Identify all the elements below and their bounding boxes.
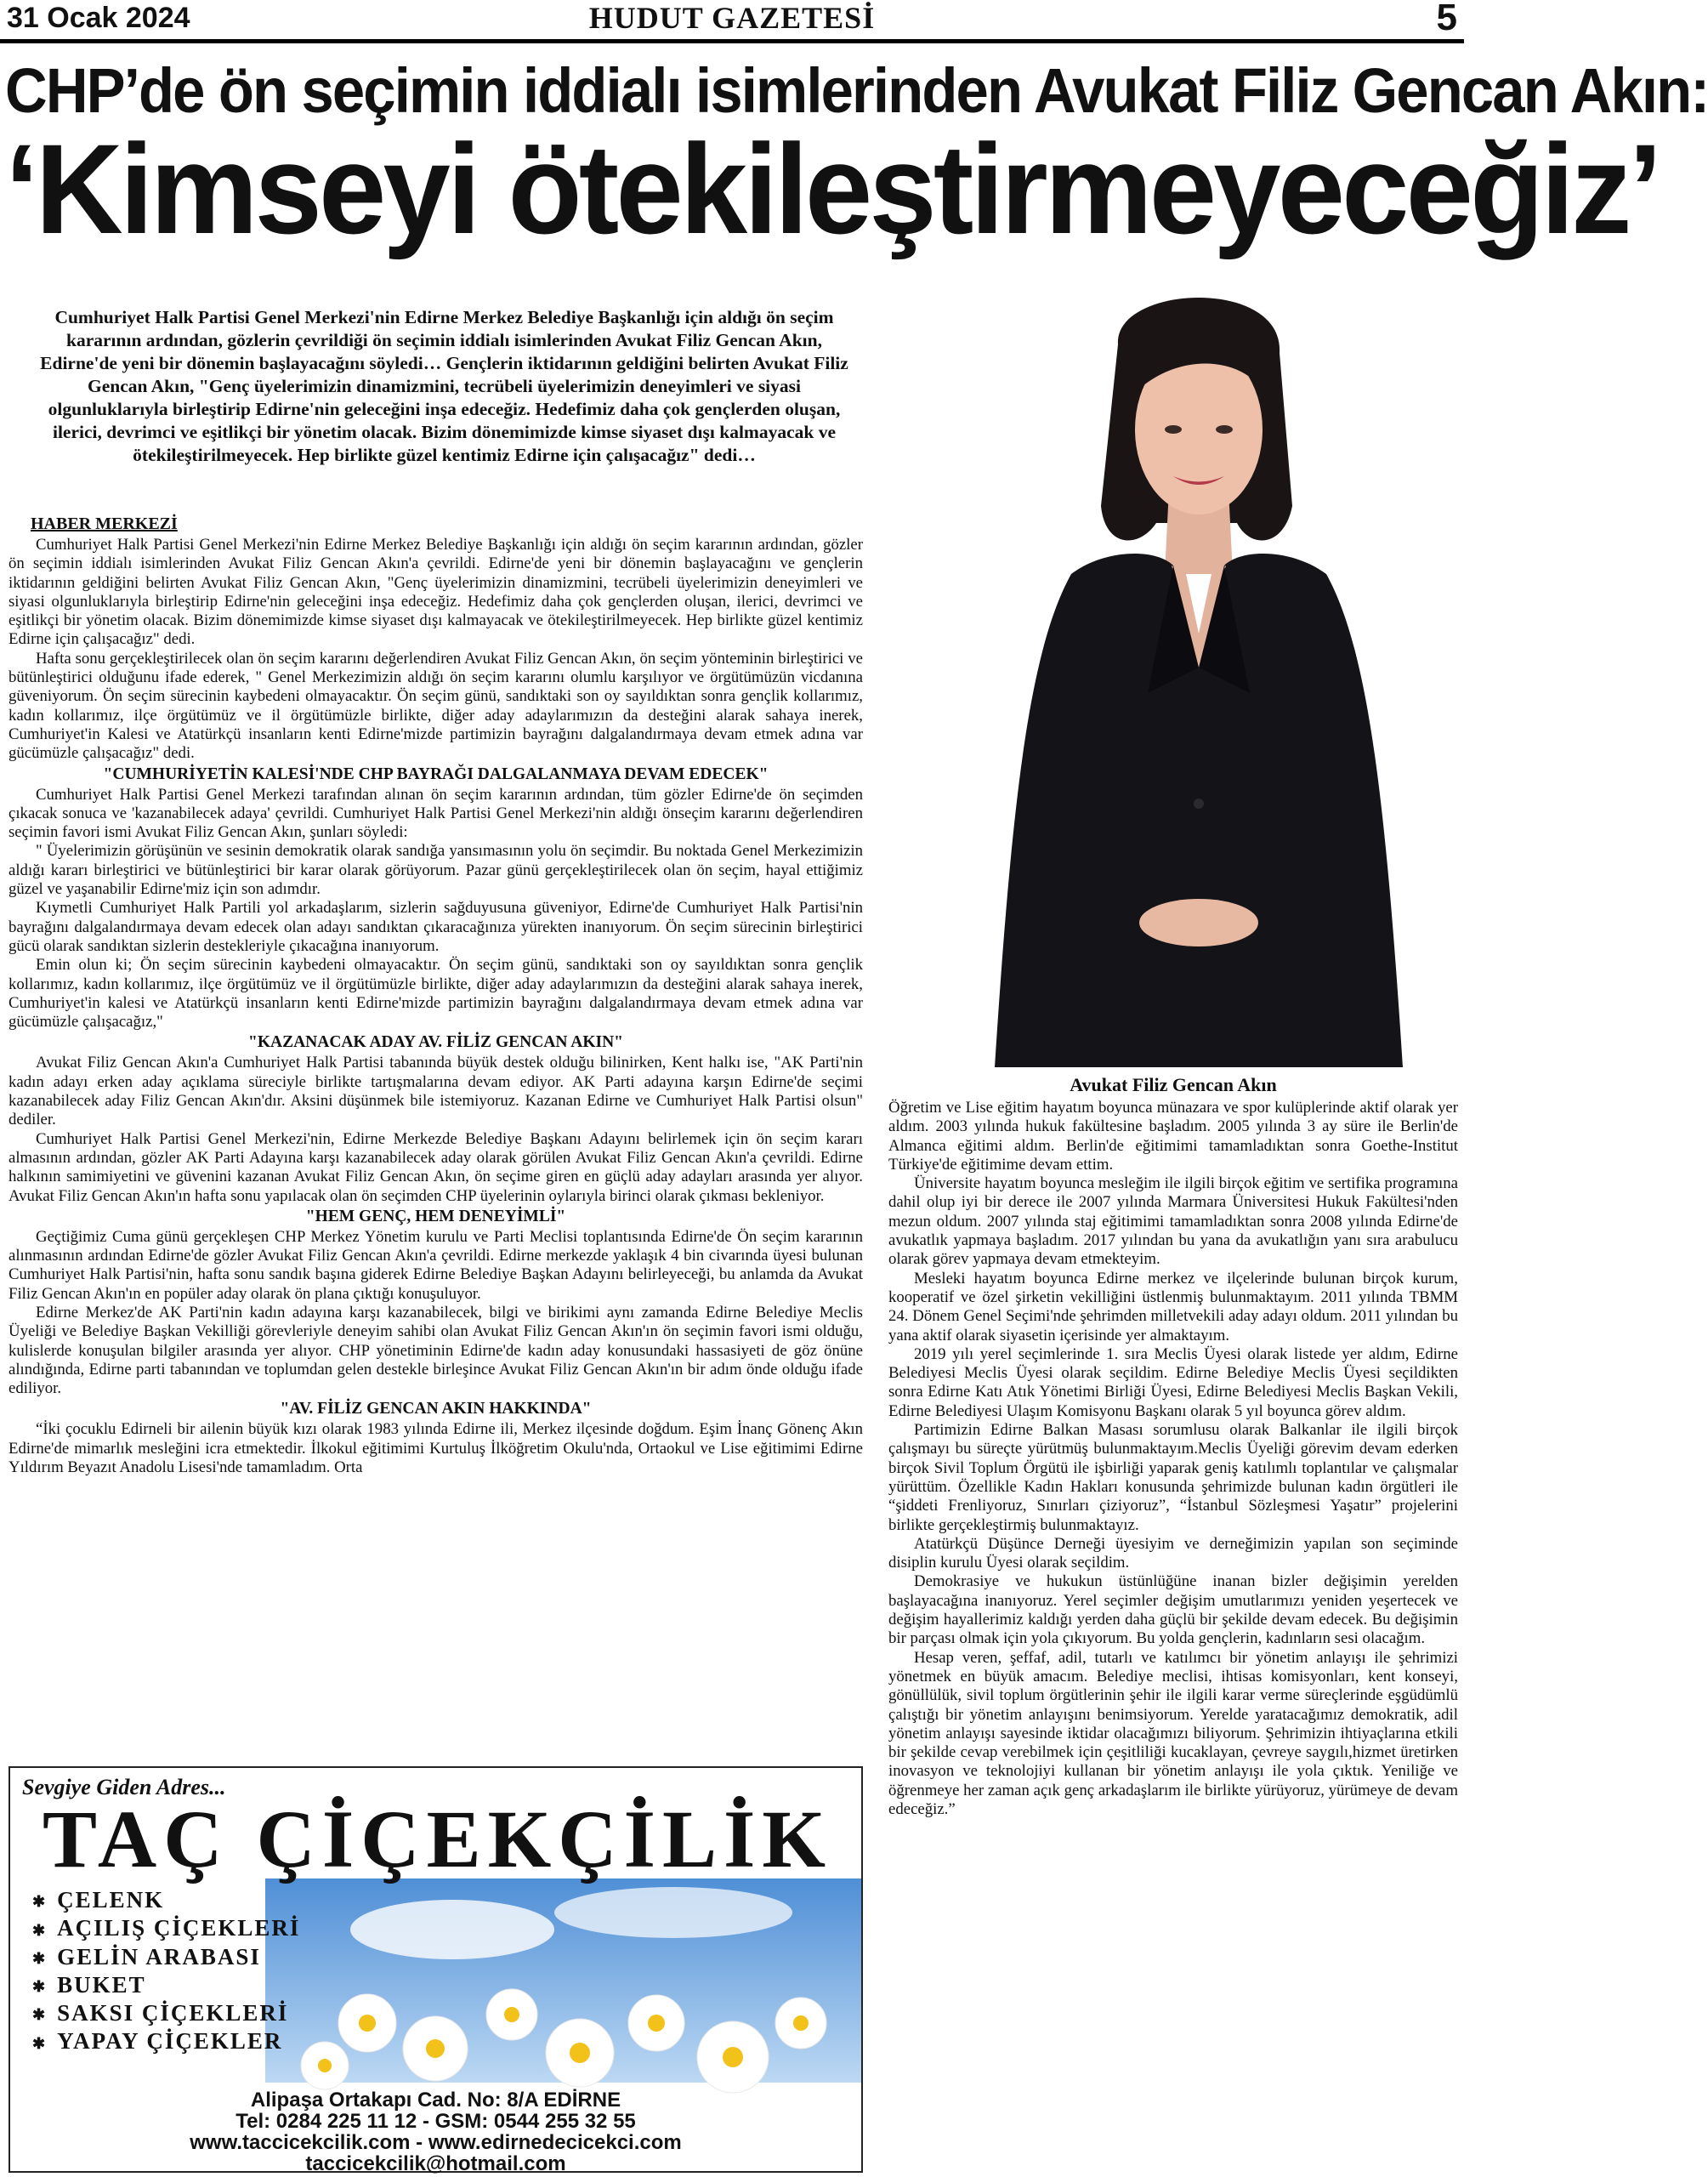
ad-service-item xyxy=(32,1915,300,1943)
florist-advertisement xyxy=(9,1766,863,2173)
body-paragraph: Üniversite hayatım boyunca mesleğim ile ilgili birçok eğitim ve sertifika programına dahil olup iyi bir derece ile 2007 yılında Marmara Üniversitesi Hukuk Fakültesi'nden mezun oldum. 2007 yılında staj eğitimimi tamamladıktan sonra 2008 yılında Edirne'de avukatlık yapmaya başladım. 2017 yılından bu yana da avukatlığın yanı sıra arabulucu olarak görev yapmaya devam etmekteyim. xyxy=(888,1174,1458,1269)
ad-email[interactable]: taccicekcilik@hotmail.com xyxy=(305,2152,566,2175)
ad-phone: Tel: 0284 225 11 12 - GSM: 0544 255 32 55 xyxy=(235,2110,636,2133)
bullet-star-icon: ✱ xyxy=(32,1893,48,1911)
body-paragraph: Hesap veren, şeffaf, adil, tutarlı ve katılımcı bir yönetim anlayışı ile şehrimizi yönetmek en büyük amacım. Belediye meclisi, ihtisas komisyonları, kent konseyi, gönüllülük, sivil toplum örgütlerinin şehir ile ilgili karar verme süreçlerinde eşgüdümlü çalıştığı bir yönetim anlayışını benimsiyorum. Yerelde yaratacağımız demokratik, adil yönetim anlayışı sayesinde iktidar olacağımızı biliyorum. Şehrimizin ihtiyaçlarına etkili bir şekilde cevap verebilmek için çeşitliliği kucaklayan, çevreye saygılı,hizmet üretirken inovasyon ve teknolojiyi kullanan bir yönetim anlayışı ile yola çıktık. Yeniliğe ve öğrenmeye her zaman açık genç arkadaşlarım ile birlikte yürüyoruz, yürümeye de devam edeceğiz.” xyxy=(888,1648,1458,1818)
ad-service-label: AÇILIŞ ÇİÇEKLERİ xyxy=(57,1915,301,1941)
newspaper-name: HUDUT GAZETESİ xyxy=(588,1,876,35)
ad-service-label: GELİN ARABASI xyxy=(57,1943,261,1970)
body-paragraph: Öğretim ve Lise eğitim hayatım boyunca münazara ve spor kulüplerinde aktif olarak yer aldım. 2003 yılında hukuk fakültesine başladım. 2005 yılında 3 ay süre ile Berlin'de Almanca eğitimi aldım. Berlin'de eğitimimi tamamladıktan sonra Goethe-Institut Türkiye'de eğitimime devam ettim. xyxy=(888,1099,1458,1174)
ad-service-item xyxy=(32,1944,300,1972)
portrait-photo xyxy=(944,293,1454,1067)
subheading: "KAZANACAK ADAY AV. FİLİZ GENCAN AKIN" xyxy=(248,1033,623,1052)
issue-date: 31 Ocak 2024 xyxy=(7,2,190,34)
ad-service-label: YAPAY ÇİÇEKLER xyxy=(57,2028,283,2055)
masthead-rule xyxy=(0,39,1464,43)
subheading: "CUMHURİYETİN KALESİ'NDE CHP BAYRAĞI DALGALANMAYA DEVAM EDECEK" xyxy=(103,765,769,783)
ad-tagline: Sevgiye Giden Adres... xyxy=(22,1775,226,1799)
ad-service-label: BUKET xyxy=(57,1971,146,1998)
body-paragraph: Cumhuriyet Halk Partisi Genel Merkezi'nin Edirne Merkez Belediye Başkanlığı için aldığı ön seçim kararının ardından, gözler ön seçimin iddialı isimlerinden Avukat Filiz Gencan Akın'a çevrildi. Edirne'de yeni bir dönemin başlayacağını ve gençlerin iktidarının geldiğini belirten Avukat Filiz Gencan Akın, "Genç üyelerimizin dinamizmini, tecrübeli üyelerimizin deneyimleri ve siyasi olgunluklarıyla birleştirip Edirne'nin geleceğini inşa edeceğiz. Hedefimiz daha çok gençlerden oluşan, ilerici, devrimci ve eşitlikçi bir yönetim olacak. Bizim dönemimizde kimse siyaset dışı kalmayacak ve ötekileştirilmeyecek. Hep birlikte güzel kentimiz Edirne için çalışacağız" dedi. xyxy=(9,536,863,649)
body-paragraph: Mesleki hayatım boyunca Edirne merkez ve ilçelerinde bulunan birçok kurum, kooperatif ve özel şirketin vekilliğini üstlenmiş bulunmaktayım. 2011 yılında TBMM 24. Dönem Genel Seçimi'nde şehrimden milletvekili aday adayı oldum. 2011 yılından bu yana aktif olarak siyasetin içerisinde yer almaktayım. xyxy=(888,1269,1458,1344)
ad-service-item xyxy=(32,1887,300,1915)
ad-address: Alipaşa Ortakapı Cad. No: 8/A EDİRNE xyxy=(250,2089,621,2112)
lead-paragraph: Cumhuriyet Halk Partisi Genel Merkezi'nin Edirne Merkez Belediye Başkanlığı için aldığı ön seçim kararının ardından, gözlerin çevrildiği ön seçimin iddialı isimlerinden Avukat Filiz Gencan Akın, Edirne'de yeni bir dönemin başlayacağını söyledi… Gençlerin iktidarının geldiğini belirten Avukat Filiz Gencan Akın, "Genç üyelerimizin dinamizmini, tecrübeli üyelerimizin deneyimleri ve siyasi olgunluklarıyla birleştirip Edirne'nin geleceğini inşa edeceğiz. Hedefimiz daha çok gençlerden oluşan, ilerici, devrimci ve eşitlikçi bir yönetim olacak. Bizim dönemimizde kimse siyaset dışı kalmayacak ve ötekileştirilmeyecek. Hep birlikte güzel kentimiz Edirne için çalışacağız" dedi… xyxy=(40,307,848,465)
body-paragraph: Avukat Filiz Gencan Akın'a Cumhuriyet Halk Partisi tabanında büyük destek olduğu bilinirken, Kent halkı ise, "AK Parti'nin kadın adayı erken aday açıklama süreciyle birlikte tartışmalarına devam ediyor. AK Parti adayına karşın Edirne'de seçimi kazanabilecek aday Filiz Gencan Akın'dır. Aksini düşünmek bile istemiyoruz. Kazanan Edirne ve Cumhuriyet Halk Partisi olsun" dediler. xyxy=(9,1054,863,1129)
bullet-star-icon: ✱ xyxy=(32,2006,48,2024)
body-paragraph: Edirne Merkez'de AK Parti'nin kadın adayına karşı kazanabilecek, bilgi ve birikimi aynı zamanda Edirne Belediye Meclis Üyeliği ve Belediye Başkan Vekilliği görevleriyle deneyim sahibi olan Avukat Filiz Gencan Akın'ın ön seçimin favori ismi olduğu, kulislerde konuşulan bilgiler arasında yer alıyor. CHP yönetiminin Edirne'de kadın aday konusundaki hassasiyeti de göz önüne alındığında, Edirne parti tabanından ve toplumdan gelen destekle birleşince Avukat Filiz Gencan Akın'ın bir adım önde olduğu ifade ediliyor. xyxy=(9,1303,863,1398)
body-paragraph: Cumhuriyet Halk Partisi Genel Merkezi'nin, Edirne Merkezde Belediye Başkanı Adayını belirlemek için ön seçim kararı almasının ardından, gözler AK Parti Adayına karşı kazanabilecek aday olarak görülen Avukat Filiz Gencan Akın'a çevrildi. Edirne halkının samimiyetini ve güvenini kazanan Avukat Filiz Gencan Akın, ön seçime giren en güçlü aday adayları arasında yer alıyor. Avukat Filiz Gencan Akın'ın hafta sonu yapılacak olan ön seçimden CHP üyelerinin oylarıyla birinci olarak çıkması bekleniyor. xyxy=(9,1129,863,1205)
masthead xyxy=(0,0,1464,36)
ad-service-item xyxy=(32,1972,300,2000)
bullet-star-icon: ✱ xyxy=(32,1978,48,1996)
subheading: "AV. FİLİZ GENCAN AKIN HAKKINDA" xyxy=(280,1400,592,1418)
bullet-star-icon: ✱ xyxy=(32,2034,48,2052)
body-paragraph: Emin olun ki; Ön seçim sürecinin kaybedeni olmayacaktır. Ön seçim günü, sandıktaki son oy sayıldıktan sonra gençlik kollarımız, kadın kollarımız, ilçe örgütümüz ve il örgütümüzle birlikte, diğer aday adaylarımızın da desteğini alarak sahaya inerek, Cumhuriyet'in kalesi ve Atatürkçü insanların kenti Edirne'mizde partimizin bayrağını dalgalandırmaya devam etmek adına var gücümüzle çalışacağız," xyxy=(9,956,863,1032)
ad-service-item xyxy=(32,2028,300,2056)
page-number: 5 xyxy=(1436,0,1457,38)
headline-main: ‘Kimseyi ötekileştirmeyeceğiz’ xyxy=(5,117,1660,260)
ad-services-list xyxy=(32,1887,300,2057)
headline-kicker: CHP’de ön seçimin iddialı isimlerinden Avukat Filiz Gencan Akın: xyxy=(5,55,1708,126)
article-body-left xyxy=(9,536,863,1477)
body-paragraph: Kıymetli Cumhuriyet Halk Partili yol arkadaşlarım, sizlerin sağduyusuna güveniyor, Edirne'de Cumhuriyet Halk Partisi'nin bayrağını dalgalandırmaya devam edecek olan adayı sandıktan çıkaracağınıza yürekten inanıyorum. Ön seçim sürecinin birleştirici gücü olarak sandıktan sizlerin destekleriyle çıkacağına inanıyorum. xyxy=(9,899,863,955)
subheading: "HEM GENÇ, HEM DENEYİMLİ" xyxy=(305,1207,566,1225)
ad-service-label: ÇELENK xyxy=(57,1887,165,1913)
ad-service-label: SAKSI ÇİÇEKLERİ xyxy=(57,2000,289,2026)
photo-caption: Avukat Filiz Gencan Akın xyxy=(1070,1074,1277,1095)
body-paragraph: 2019 yılı yerel seçimlerinde 1. sıra Meclis Üyesi olarak listede yer aldım, Edirne Belediyesi Meclis Üyesi olarak seçildim. Edirne Belediye Meclis Üyesi seçildikten sonra Edirne Katı Atık Yönetimi Birliği Üyesi, Edirne Belediyesi Meclis Başkan Vekili, Edirne Belediyesi Ulaşım Komisyonu Başkanı olarak 5 yıl boyunca görev aldım. xyxy=(888,1344,1458,1420)
article-body-right xyxy=(888,1099,1458,1819)
ad-title: TAÇ ÇİÇEKÇİLİK xyxy=(42,1793,833,1884)
body-paragraph: Geçtiğimiz Cuma günü gerçekleşen CHP Merkez Yönetim kurulu ve Parti Meclisi toplantısında Edirne'de Ön seçim kararının alınmasının ardından Edirne'de gözler Avukat Filiz Gencan Akın'a çevrildi. Edirne merkezde yaklaşık 4 bin civarında üyesi bulunan Cumhuriyet Halk Partisi'nin, hafta sonu sandık başına giderek Edirne Belediye Başkan Adayını belirleyeceği, bu anlamda da Avukat Filiz Gencan Akın'ın en popüler aday olarak ön plana çıktığı konuşuluyor. xyxy=(9,1227,863,1303)
body-paragraph: “İki çocuklu Edirneli bir ailenin büyük kızı olarak 1983 yılında Edirne ili, Merkez ilçesinde doğdum. Eşim İnanç Gönenç Akın Edirne'de mimarlık mesleğini icra etmektedir. İlkokul eğitimimi Kurtuluş İlköğretim Okulu'nda, Ortaokul ve Lise eğitimimi Edirne Yıldırım Beyazıt Anadolu Lisesi'nde tamamladım. Orta xyxy=(9,1420,863,1477)
body-paragraph: Atatürkçü Düşünce Derneği üyesiyim ve derneğimizin yapılan son seçiminde disiplin kurulu Üyesi olarak seçildim. xyxy=(888,1534,1458,1572)
body-paragraph: Cumhuriyet Halk Partisi Genel Merkezi tarafından alınan ön seçim kararının ardından, tüm gözler Edirne'de ön seçimden çıkacak sonuca ve 'kazanabilecek adaya' çevrildi. Cumhuriyet Halk Partisi Genel Merkezi'nin aldığı önseçim kararını değerlendiren seçimin favori ismi Avukat Filiz Gencan Akın, şunları söyledi: xyxy=(9,785,863,842)
body-paragraph: Hafta sonu gerçekleştirilecek olan ön seçim kararını değerlendiren Avukat Filiz Gencan Akın, ön seçim yönteminin birleştirici ve bütünleştirici olduğunu ifade ederek, " Genel Merkezimizin aldığı ön seçim kararını olumlu karşılıyor ve örgütümüzün vicdanına güveniyorum. Ön seçim sürecinin kaybedeni olmayacaktır. Ön seçim günü, sandıktaki son oy sayıldıktan sonra gençlik kollarımız, kadın kollarımız, ilçe örgütümüz ve il örgütümüzle birlikte, diğer aday adaylarımızın da desteğini alarak sahaya inerek, Cumhuriyet'in Kalesi ve Atatürkçü insanların kenti Edirne'mizde partimizin bayrağını dalgalandırmaya devam etmek adına var gücümüzle çalışacağız" dedi. xyxy=(9,649,863,763)
ad-contact xyxy=(10,2089,861,2174)
body-paragraph: " Üyelerimizin görüşünün ve sesinin demokratik olarak sandığa yansımasının yolu ön seçimdir. Bu noktada Genel Merkezimizin aldığı kararı birleştirici ve bütünleştirici bir karar olarak görüyorum. Pazar günü gerçekleştirilecek olan ön seçim, hayal ettiğimiz güzel ve yaşanabilir Edirne'miz için son adımdır. xyxy=(9,842,863,899)
bullet-star-icon: ✱ xyxy=(32,1949,48,1967)
bullet-star-icon: ✱ xyxy=(32,1921,48,1939)
body-paragraph: Demokrasiye ve hukukun üstünlüğüne inanan bizler değişimin yerelden başlayacağına inanıyoruz. Yerel seçimler değişim umutlarımızı yeniden yeşertecek ve değişim hayallerimiz kaldığı yerden daha güçlü bir şekilde devam edecek. Bu değişimin bir parçası olmak için yola çıkıyorum. Bu yolda gençlerin, kadınların sesi olacağım. xyxy=(888,1572,1458,1648)
byline: HABER MERKEZİ xyxy=(31,514,178,533)
ad-service-item xyxy=(32,2000,300,2028)
body-paragraph: Partimizin Edirne Balkan Masası sorumlusu olarak Balkanlar ile ilgili birçok çalışmayı bu süreçte yürütmüş bulunmaktayım.Meclis Üyeliği görevim devam ederken birçok Sivil Toplum Örgütü ile işbirliği yaparak geniş katılımlı toplantılar ve çalışmalar yürüttüm. Özellikle Kadın Hakları konusunda şehrimizde bulunan kadın örgütleri ile “şiddeti Frenliyoruz, Sınırları çiziyoruz”, “İstanbul Sözleşmesi Yaşatır” projelerini birlikte gerçekleştirmiş bulunmaktayız. xyxy=(888,1421,1458,1534)
ad-website[interactable]: www.taccicekcilik.com - www.edirnedecicekci.com xyxy=(190,2131,682,2154)
